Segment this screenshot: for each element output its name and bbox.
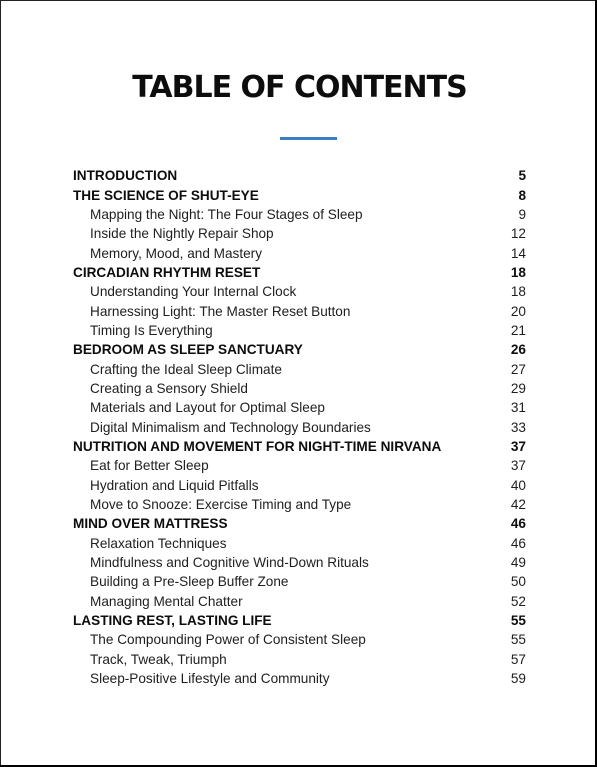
title-underline [280,137,337,140]
toc-entry-title: Inside the Nightly Repair Shop [90,226,274,242]
toc-entry-title: NUTRITION AND MOVEMENT FOR NIGHT-TIME NIRVANA [73,438,442,454]
toc-entry-page-number: 29 [510,380,526,396]
toc-entry-page-number: 52 [510,593,526,609]
toc-entry-title: LASTING REST, LASTING LIFE [73,613,272,629]
toc-entry-page-number: 26 [510,342,526,358]
toc-section-entry[interactable] [73,359,526,378]
toc-chapter-entry[interactable] [73,166,526,185]
toc-section-entry[interactable] [73,572,526,591]
toc-entry-title: CIRCADIAN RHYTHM RESET [73,264,261,280]
toc-section-entry[interactable] [73,553,526,572]
toc-entry-title: Digital Minimalism and Technology Boundaries [90,419,371,435]
toc-chapter-entry[interactable] [73,514,526,533]
toc-entry-title: Crafting the Ideal Sleep Climate [90,361,282,377]
toc-entry-title: Sleep-Positive Lifestyle and Community [90,671,330,687]
toc-entry-title: Understanding Your Internal Clock [90,284,297,300]
toc-chapter-entry[interactable] [73,611,526,630]
toc-chapter-entry[interactable] [73,340,526,359]
toc-entry-title: Memory, Mood, and Mastery [90,245,262,261]
toc-entry-page-number: 37 [510,458,526,474]
toc-section-entry[interactable] [73,224,526,243]
toc-section-entry[interactable] [73,650,526,669]
toc-entry-title: MIND OVER MATTRESS [73,516,228,532]
toc-entry-page-number: 59 [510,671,526,687]
toc-entry-page-number: 50 [510,574,526,590]
toc-entry-title: Eat for Better Sleep [90,458,209,474]
toc-section-entry[interactable] [73,417,526,436]
toc-section-entry[interactable] [73,379,526,398]
toc-entry-page-number: 49 [510,555,526,571]
toc-entry-title: Materials and Layout for Optimal Sleep [90,400,325,416]
toc-section-entry[interactable] [73,669,526,688]
toc-entry-page-number: 46 [510,516,526,532]
toc-entry-page-number: 31 [510,400,526,416]
toc-section-entry[interactable] [73,282,526,301]
toc-entry-page-number: 40 [510,477,526,493]
toc-entry-title: Managing Mental Chatter [90,593,243,609]
toc-entry-title: Creating a Sensory Shield [90,380,248,396]
toc-section-entry[interactable] [73,398,526,417]
toc-section-entry[interactable] [73,321,526,340]
toc-chapter-entry[interactable] [73,185,526,204]
toc-entry-page-number: 12 [510,226,526,242]
toc-section-entry[interactable] [73,476,526,495]
toc-entry-title: Relaxation Techniques [90,535,227,551]
toc-entry-page-number: 42 [510,497,526,513]
toc-entry-title: INTRODUCTION [73,168,178,184]
toc-chapter-entry[interactable] [73,437,526,456]
toc-entry-title: Building a Pre-Sleep Buffer Zone [90,574,289,590]
toc-entry-page-number: 5 [518,168,526,184]
toc-entry-title: Mindfulness and Cognitive Wind-Down Rituals [90,555,369,571]
toc-section-entry[interactable] [73,301,526,320]
toc-entry-title: Timing Is Everything [90,322,213,338]
toc-entry-page-number: 46 [510,535,526,551]
toc-entry-page-number: 21 [510,322,526,338]
toc-section-entry[interactable] [73,243,526,262]
toc-entry-page-number: 9 [518,206,526,222]
toc-entry-page-number: 27 [510,361,526,377]
toc-section-entry[interactable] [73,534,526,553]
toc-entry-page-number: 33 [510,419,526,435]
toc-entry-title: Move to Snooze: Exercise Timing and Type [90,497,352,513]
toc-entry-page-number: 8 [518,187,526,203]
toc-entry-page-number: 37 [510,438,526,454]
toc-entry-page-number: 14 [510,245,526,261]
toc-entry-page-number: 18 [510,284,526,300]
toc-entry-page-number: 18 [510,264,526,280]
toc-chapter-entry[interactable] [73,263,526,282]
toc-entry-title: The Compounding Power of Consistent Sleep [90,632,366,648]
toc-entry-page-number: 55 [510,613,526,629]
toc-section-entry[interactable] [73,495,526,514]
toc-entry-title: THE SCIENCE OF SHUT-EYE [73,187,259,203]
toc-entry-title: Harnessing Light: The Master Reset Button [90,303,351,319]
toc-entry-page-number: 20 [510,303,526,319]
toc-entry-page-number: 55 [510,632,526,648]
toc-entry-title: Mapping the Night: The Four Stages of Sleep [90,206,363,222]
toc-entry-page-number: 57 [510,651,526,667]
toc-section-entry[interactable] [73,630,526,649]
toc-entry-title: Track, Tweak, Triumph [90,651,227,667]
toc-entry-title: Hydration and Liquid Pitfalls [90,477,259,493]
toc-section-entry[interactable] [73,592,526,611]
toc-section-entry[interactable] [73,205,526,224]
toc-entry-title: BEDROOM AS SLEEP SANCTUARY [73,342,303,358]
table-of-contents [73,166,526,688]
toc-section-entry[interactable] [73,456,526,475]
page-title: TABLE OF CONTENTS [132,70,467,105]
